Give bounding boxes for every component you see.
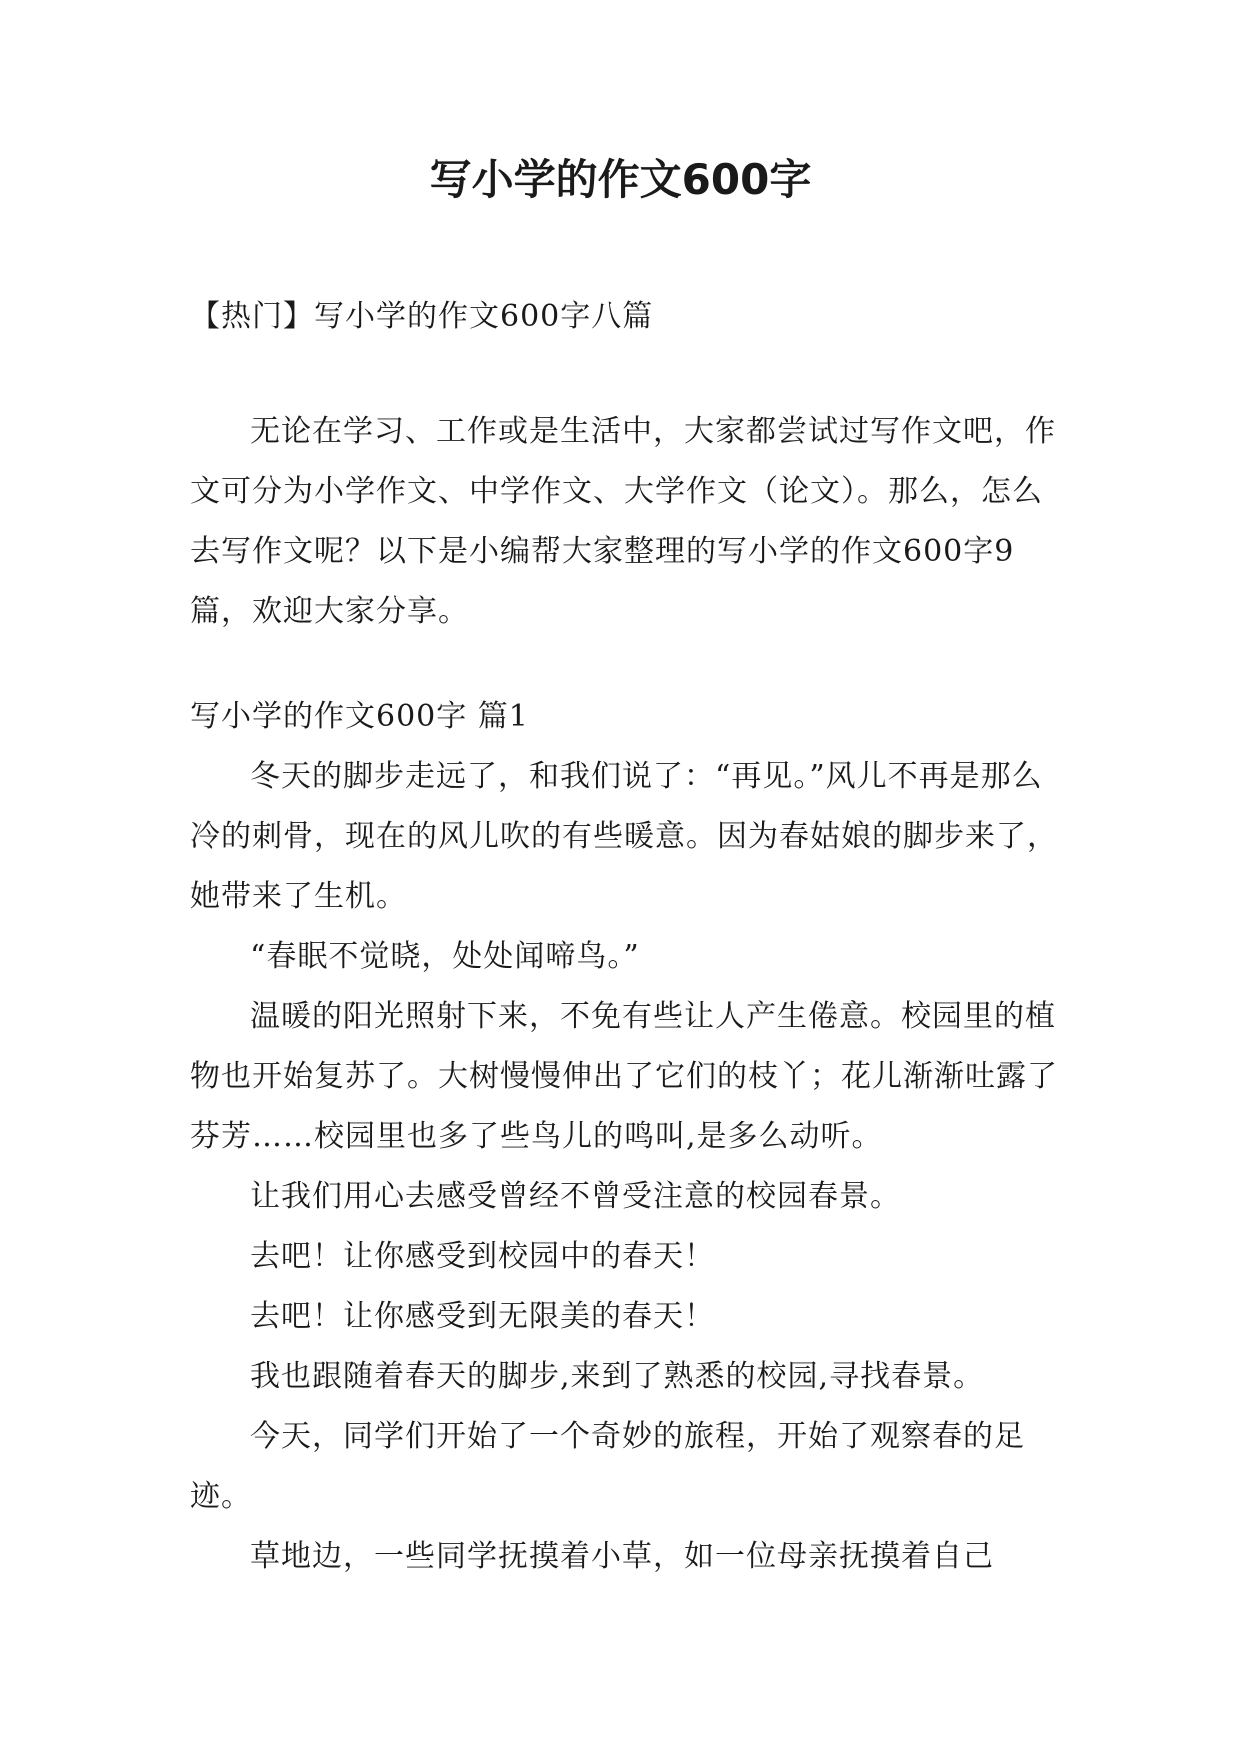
article-paragraph: 去吧！让你感受到校园中的春天！ — [250, 1239, 715, 1274]
article-paragraph: 我也跟随着春天的脚步,来到了熟悉的校园,寻找春景。 — [250, 1359, 985, 1394]
article-paragraph: 温暖的阳光照射下来，不免有些让人产生倦意。校园里的植物也开始复苏了。大树慢慢伸出了它们的枝丫；花儿渐渐吐露了芬芳……校园里也多了些鸟儿的鸣叫,是多么动听。 — [190, 999, 1058, 1154]
article-heading: 写小学的作文600字 篇1 — [190, 699, 529, 734]
intro-section — [190, 402, 1060, 642]
article-section — [190, 687, 1060, 1587]
intro-paragraph: 无论在学习、工作或是生活中，大家都尝试过写作文吧，作文可分为小学作文、中学作文、大学作文（论文）。那么，怎么去写作文呢？以下是小编帮大家整理的写小学的作文600字9篇，欢迎大家分享。 — [190, 414, 1056, 629]
article-paragraph: 今天，同学们开始了一个奇妙的旅程，开始了观察春的足迹。 — [190, 1419, 1025, 1514]
article-paragraph: “春眠不觉晓，处处闻啼鸟。” — [250, 939, 640, 974]
document-title: 写小学的作文600字 — [429, 155, 812, 204]
article-paragraph: 冬天的脚步走远了，和我们说了：“再见。”风儿不再是那么冷的刺骨，现在的风儿吹的有些暖意。因为春姑娘的脚步来了，她带来了生机。 — [190, 759, 1058, 914]
article-paragraph: 让我们用心去感受曾经不曾受注意的校园春景。 — [250, 1179, 901, 1214]
article-paragraph: 去吧！让你感受到无限美的春天！ — [250, 1299, 715, 1334]
article-paragraph: 草地边，一些同学抚摸着小草，如一位母亲抚摸着自己 — [250, 1539, 994, 1574]
document-subtitle: 【热门】写小学的作文600字八篇 — [190, 299, 654, 334]
